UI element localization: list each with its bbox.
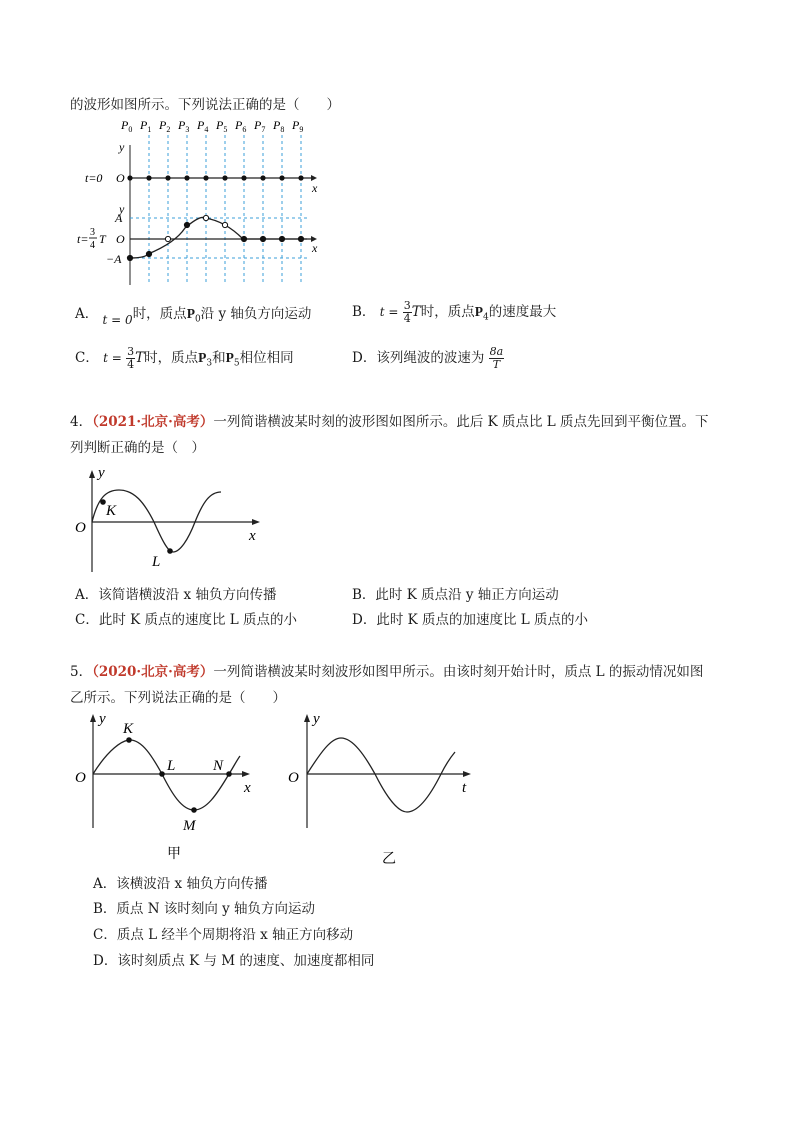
q5a-wave: [93, 740, 240, 810]
p-label: $P_6$: [235, 118, 247, 134]
particle: [127, 175, 132, 180]
q5b-t-label: t: [462, 780, 467, 796]
particle: [184, 175, 189, 180]
q4-y-label: y: [98, 465, 105, 481]
p-label: $P_2$: [159, 118, 171, 134]
q5a-caption: 甲: [167, 846, 181, 862]
q3-amp-neg: −A: [106, 252, 122, 266]
q5a-origin: O: [75, 770, 86, 786]
q3-row2-origin: O: [116, 232, 125, 246]
q3-row2-particles: [127, 215, 303, 260]
q4-figure: [72, 462, 272, 577]
particle: [127, 255, 132, 260]
q5b-origin: O: [288, 770, 299, 786]
particle: [146, 175, 151, 180]
q3-row1-prefix: t=0: [85, 171, 103, 185]
q3-option-c: C． t = $\frac{3}{4}$ T时，质点$P_3$和$P_5$相位相同: [75, 345, 294, 371]
q4-origin: O: [75, 520, 86, 536]
q5-stem-line2: 乙所示。下列说法正确的是（ ）: [70, 690, 286, 706]
q3-option-a: A． t = 0时，质点$P_0$沿 y 轴负方向运动: [75, 306, 312, 327]
particle: [165, 236, 170, 241]
q5-figure-yi: [285, 708, 480, 868]
q5-stem-line1: 5．（2020·北京·高考）一列简谐横波某时刻波形如图甲所示。由该时刻开始计时，质点 L 的振动情况如图: [70, 664, 704, 680]
q3-option-d: D．该列绳波的波速为 $\frac{8a}{T}$: [352, 345, 504, 371]
q5b-caption: 乙: [382, 851, 396, 867]
q5b-y-arrow-icon: [304, 714, 310, 722]
particle: [184, 222, 189, 227]
q3-row2-frac-num: 3: [90, 227, 95, 238]
q5a-label-n: N: [213, 758, 224, 774]
q4-label-l: L: [152, 554, 161, 570]
q3-amp-pos: A: [115, 211, 123, 225]
particle: [279, 236, 284, 241]
q3-figure: [75, 115, 335, 290]
q4-option-c: C．此时 K 质点的速度比 L 质点的小: [75, 612, 298, 628]
particle: [203, 215, 208, 220]
q5a-point-l: [159, 771, 165, 777]
particle: [298, 175, 303, 180]
q5a-label-k: K: [123, 721, 134, 737]
q3-row1-x-label: x: [312, 181, 318, 195]
q4-option-d: D．此时 K 质点的加速度比 L 质点的小: [352, 612, 589, 628]
q4-stem-line2: 列判断正确的是（ ）: [70, 440, 205, 456]
q5a-label-m: M: [183, 818, 196, 834]
q4-x-arrow-icon: [252, 519, 260, 525]
q3-row1-y-label: y: [119, 140, 125, 154]
q3-stem-tail: 的波形如图所示。下列说法正确的是（ ）: [70, 97, 340, 113]
q5b-t-arrow-icon: [463, 771, 471, 777]
q5a-x-label: x: [244, 780, 251, 796]
q5a-point-k: [126, 737, 132, 743]
q5b-y-label: y: [313, 711, 320, 727]
q5a-label-l: L: [167, 758, 176, 774]
q5a-point-m: [191, 807, 197, 813]
q4-number: 4．: [70, 414, 93, 430]
q4-x-label: x: [249, 528, 256, 544]
q5-number: 5．: [70, 664, 93, 680]
particle: [241, 175, 246, 180]
q4-label-k: K: [106, 503, 117, 519]
q4-wave: [92, 490, 221, 552]
q3-row2-frac-den: 4: [90, 240, 95, 251]
q4-source: （2021·北京·高考）: [92, 414, 214, 430]
q3-grid-lines: [149, 135, 301, 285]
q4-option-a: A．该简谐横波沿 x 轴负方向传播: [75, 587, 277, 603]
q3-p-labels: [120, 118, 303, 134]
p-label: $P_9$: [292, 118, 304, 134]
particle: [298, 236, 303, 241]
particle: [222, 222, 227, 227]
q5b-wave: [307, 738, 455, 812]
p-label: $P_0$: [121, 118, 133, 134]
p-label: $P_7$: [254, 118, 266, 134]
q3-row2-y-label: y: [119, 202, 125, 216]
q5-option-c: C．质点 L 经半个周期将沿 x 轴正方向移动: [93, 927, 354, 943]
q4-stem-line1: 4．（2021·北京·高考）一列简谐横波某时刻的波形图如图所示。此后 K 质点比 L 质点先回到平衡位置。下: [70, 414, 709, 430]
q3-row1-origin: O: [116, 171, 125, 185]
q4-point-l: [167, 548, 173, 554]
particle: [203, 175, 208, 180]
q4-y-arrow-icon: [89, 470, 95, 478]
q3-row2-x-label: x: [312, 241, 318, 255]
particle: [165, 175, 170, 180]
q3-row2-T: T: [99, 232, 106, 246]
particle: [222, 175, 227, 180]
q5a-y-label: y: [99, 711, 106, 727]
p-label: $P_4$: [197, 118, 209, 134]
p-label: $P_3$: [178, 118, 190, 134]
q4-option-b: B．此时 K 质点沿 y 轴正方向运动: [352, 587, 559, 603]
q3-option-b: B． t = $\frac{3}{4}$ T时，质点$P_4$的速度最大: [352, 299, 557, 325]
q5-option-a: A．该横波沿 x 轴负方向传播: [93, 876, 268, 892]
q5-source: （2020·北京·高考）: [92, 664, 214, 680]
q4-point-k: [100, 499, 106, 505]
q5a-x-arrow-icon: [242, 771, 250, 777]
q5-figure-jia: [72, 708, 272, 863]
particle: [241, 236, 246, 241]
particle: [146, 251, 151, 256]
particle: [260, 175, 265, 180]
q5a-point-n: [226, 771, 232, 777]
p-label: $P_5$: [216, 118, 228, 134]
q5a-y-arrow-icon: [90, 714, 96, 722]
particle: [260, 236, 265, 241]
p-label: $P_8$: [273, 118, 285, 134]
particle: [279, 175, 284, 180]
q3-row2-prefix: t=: [77, 232, 89, 246]
q5-option-b: B．质点 N 该时刻向 y 轴负方向运动: [93, 901, 316, 917]
p-label: $P_1$: [140, 118, 152, 134]
q5-option-d: D．该时刻质点 K 与 M 的速度、加速度都相同: [93, 953, 375, 969]
